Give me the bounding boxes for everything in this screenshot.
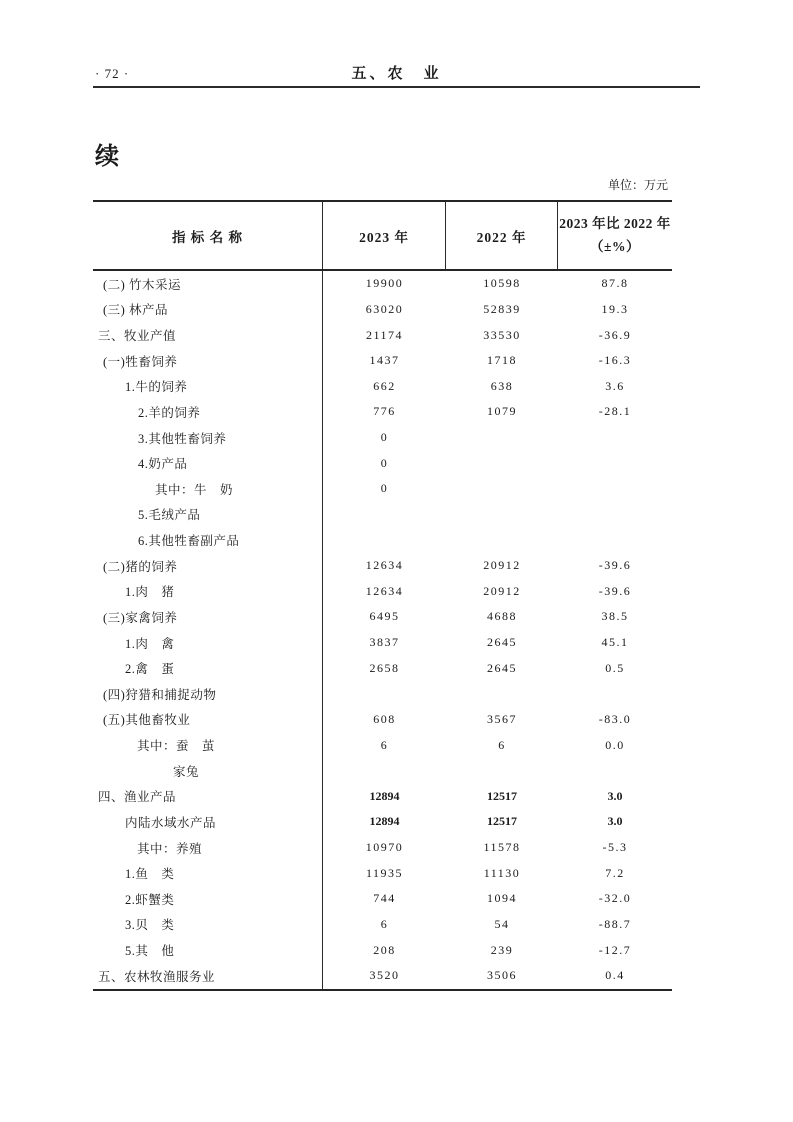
indicator-name-cell: 1.肉 猪 <box>93 579 323 605</box>
pct-change-cell: -16.3 <box>598 353 632 368</box>
table-row <box>93 732 672 758</box>
pct-change-cell: 3.0 <box>607 814 623 829</box>
value-2022-cell: 52839 <box>483 301 521 316</box>
pct-change-cell: -28.1 <box>598 404 632 419</box>
indicator-name-cell: (一)牲畜饲养 <box>93 348 323 374</box>
table-row <box>93 963 672 989</box>
table-row <box>93 450 672 476</box>
indicator-name-cell: 2.虾蟹类 <box>93 886 323 912</box>
value-2023-cell: 10970 <box>365 840 404 855</box>
indicator-name-cell: 其中：蚕 茧 <box>93 732 323 758</box>
table-row <box>93 527 672 553</box>
indicator-name-cell: (五)其他畜牧业 <box>93 707 323 733</box>
value-2022-cell: 54 <box>494 916 510 931</box>
table-header-row <box>93 200 672 271</box>
value-2022-cell: 2645 <box>487 660 517 675</box>
value-2023-cell: 3520 <box>369 968 400 983</box>
value-2022-cell <box>446 758 558 784</box>
table-row <box>93 579 672 605</box>
indicator-name-cell: (二)猪的饲养 <box>93 553 323 579</box>
value-2022-cell: 33530 <box>483 327 521 342</box>
statistics-table <box>93 200 672 991</box>
value-2023-cell: 12894 <box>369 788 400 803</box>
pct-change-cell: -39.6 <box>598 558 632 573</box>
pct-change-cell: -39.6 <box>598 583 632 598</box>
table-row <box>93 860 672 886</box>
pct-change-cell: 0.0 <box>605 737 625 752</box>
value-2023-cell: 744 <box>373 891 396 906</box>
table-row <box>93 374 672 400</box>
indicator-name-cell: 5.毛绒产品 <box>93 502 323 528</box>
table-row <box>93 271 672 297</box>
value-2023-cell: 19900 <box>365 276 404 291</box>
indicator-name-cell: 其中：牛 奶 <box>93 476 323 502</box>
table-row <box>93 297 672 323</box>
value-2023-cell: 2658 <box>369 660 400 675</box>
col-header-pct-change <box>558 202 672 269</box>
pct-change-cell <box>558 476 672 502</box>
value-2022-cell <box>446 681 558 707</box>
indicator-name-cell: 1.鱼 类 <box>93 860 323 886</box>
pct-change-cell <box>558 527 672 553</box>
unit-label: 单位：万元 <box>607 178 668 192</box>
value-2023-cell: 608 <box>373 711 396 726</box>
value-2022-cell <box>446 476 558 502</box>
table-row <box>93 707 672 733</box>
col-header-2023: 2023 年 <box>323 202 446 269</box>
indicator-name-cell: (三) 林产品 <box>93 297 323 323</box>
pct-change-cell: -12.7 <box>598 942 632 957</box>
value-2022-cell: 20912 <box>483 583 521 598</box>
value-2022-cell <box>446 527 558 553</box>
value-2022-cell: 3567 <box>487 711 517 726</box>
table-row <box>93 348 672 374</box>
pct-change-cell <box>558 425 672 451</box>
value-2022-cell: 638 <box>490 378 514 393</box>
pct-change-cell: -36.9 <box>598 327 632 342</box>
pct-change-cell: -32.0 <box>598 891 632 906</box>
table-row <box>93 809 672 835</box>
value-2023-cell: 1437 <box>369 353 400 368</box>
table-row <box>93 886 672 912</box>
pct-change-cell: 0.5 <box>605 660 625 675</box>
value-2022-cell: 3506 <box>487 968 517 983</box>
value-2023-cell: 6 <box>380 737 389 752</box>
col-header-indicator-name: 指 标 名 称 <box>93 202 323 269</box>
value-2022-cell: 1094 <box>487 891 517 906</box>
pct-change-cell: 45.1 <box>601 635 629 650</box>
indicator-name-cell: (四)狩猎和捕捉动物 <box>93 681 323 707</box>
value-2022-cell: 1718 <box>487 353 517 368</box>
value-2023-cell: 11935 <box>365 865 404 880</box>
value-2023-cell: 6 <box>380 916 389 931</box>
pct-change-cell: -88.7 <box>598 916 632 931</box>
value-2023-cell: 12894 <box>369 814 400 829</box>
value-2022-cell: 6 <box>498 737 506 752</box>
indicator-name-cell: 2.禽 蛋 <box>93 655 323 681</box>
table-row <box>93 758 672 784</box>
pct-change-cell <box>558 502 672 528</box>
value-2022-cell: 11578 <box>483 840 521 855</box>
value-2023-cell: 12634 <box>365 583 404 598</box>
value-2022-cell: 12517 <box>487 788 517 803</box>
pct-change-cell: 3.0 <box>607 788 623 803</box>
value-2023-cell <box>323 502 446 528</box>
table-row <box>93 502 672 528</box>
pct-change-cell <box>558 450 672 476</box>
value-2023-cell: 776 <box>373 404 396 419</box>
value-2023-cell: 662 <box>373 378 396 393</box>
indicator-name-cell: 3.贝 类 <box>93 912 323 938</box>
value-2022-cell <box>446 450 558 476</box>
pct-change-cell: -5.3 <box>602 840 628 855</box>
value-2023-cell: 0 <box>380 481 389 496</box>
pct-change-cell <box>558 681 672 707</box>
table-row <box>93 655 672 681</box>
value-2023-cell: 0 <box>380 455 389 470</box>
table-row <box>93 835 672 861</box>
continued-heading: 续 <box>95 144 120 170</box>
table-row <box>93 912 672 938</box>
table-row <box>93 425 672 451</box>
indicator-name-cell: 3.其他牲畜饲养 <box>93 425 323 451</box>
indicator-name-cell: 内陆水域水产品 <box>93 809 323 835</box>
pct-change-cell: 87.8 <box>601 276 629 291</box>
indicator-name-cell: 6.其他牲畜副产品 <box>93 527 323 553</box>
col-header-pct-line1: 2023 年比 2022 年 <box>559 215 671 231</box>
value-2023-cell: 63020 <box>365 301 404 316</box>
indicator-name-cell: 家兔 <box>93 758 323 784</box>
pct-change-cell: 3.6 <box>605 378 625 393</box>
indicator-name-cell: 五、农林牧渔服务业 <box>93 963 323 989</box>
indicator-name-cell: 2.羊的饲养 <box>93 399 323 425</box>
value-2022-cell <box>446 502 558 528</box>
pct-change-cell: 19.3 <box>601 301 629 316</box>
value-2022-cell: 11130 <box>483 865 521 880</box>
value-2022-cell <box>446 425 558 451</box>
table-body <box>93 271 672 991</box>
indicator-name-cell: (二) 竹木采运 <box>93 271 323 297</box>
value-2022-cell: 239 <box>490 942 514 957</box>
col-header-pct-line2: （±%） <box>590 238 640 254</box>
col-header-2022: 2022 年 <box>446 202 558 269</box>
value-2022-cell: 1079 <box>487 404 517 419</box>
value-2022-cell: 10598 <box>483 276 521 291</box>
value-2023-cell <box>323 527 446 553</box>
value-2023-cell: 208 <box>373 942 396 957</box>
indicator-name-cell: 四、渔业产品 <box>93 784 323 810</box>
pct-change-cell: 0.4 <box>605 968 625 983</box>
value-2023-cell: 0 <box>380 430 389 445</box>
header-rule <box>93 86 700 88</box>
indicator-name-cell: 5.其 他 <box>93 937 323 963</box>
table-row <box>93 630 672 656</box>
table-row <box>93 604 672 630</box>
value-2023-cell: 12634 <box>365 558 404 573</box>
indicator-name-cell: 1.肉 禽 <box>93 630 323 656</box>
value-2023-cell: 21174 <box>365 327 404 342</box>
value-2023-cell <box>323 681 446 707</box>
table-row <box>93 476 672 502</box>
value-2022-cell: 4688 <box>487 609 517 624</box>
table-row <box>93 937 672 963</box>
chapter-title: 五、农 业 <box>351 66 442 82</box>
value-2022-cell: 12517 <box>487 814 517 829</box>
pct-change-cell: 7.2 <box>605 865 625 880</box>
indicator-name-cell: 4.奶产品 <box>93 450 323 476</box>
indicator-name-cell: 1.牛的饲养 <box>93 374 323 400</box>
value-2022-cell: 2645 <box>487 635 517 650</box>
table-row <box>93 784 672 810</box>
indicator-name-cell: 其中：养殖 <box>93 835 323 861</box>
table-row <box>93 399 672 425</box>
indicator-name-cell: 三、牧业产值 <box>93 322 323 348</box>
page-number: · 72 · <box>95 66 130 81</box>
value-2022-cell: 20912 <box>483 558 521 573</box>
table-row <box>93 322 672 348</box>
value-2023-cell: 3837 <box>369 635 400 650</box>
pct-change-cell: -83.0 <box>598 711 632 726</box>
indicator-name-cell: (三)家禽饲养 <box>93 604 323 630</box>
pct-change-cell: 38.5 <box>601 609 629 624</box>
value-2023-cell: 6495 <box>369 609 400 624</box>
table-row <box>93 553 672 579</box>
value-2023-cell <box>323 758 446 784</box>
table-row <box>93 681 672 707</box>
pct-change-cell <box>558 758 672 784</box>
